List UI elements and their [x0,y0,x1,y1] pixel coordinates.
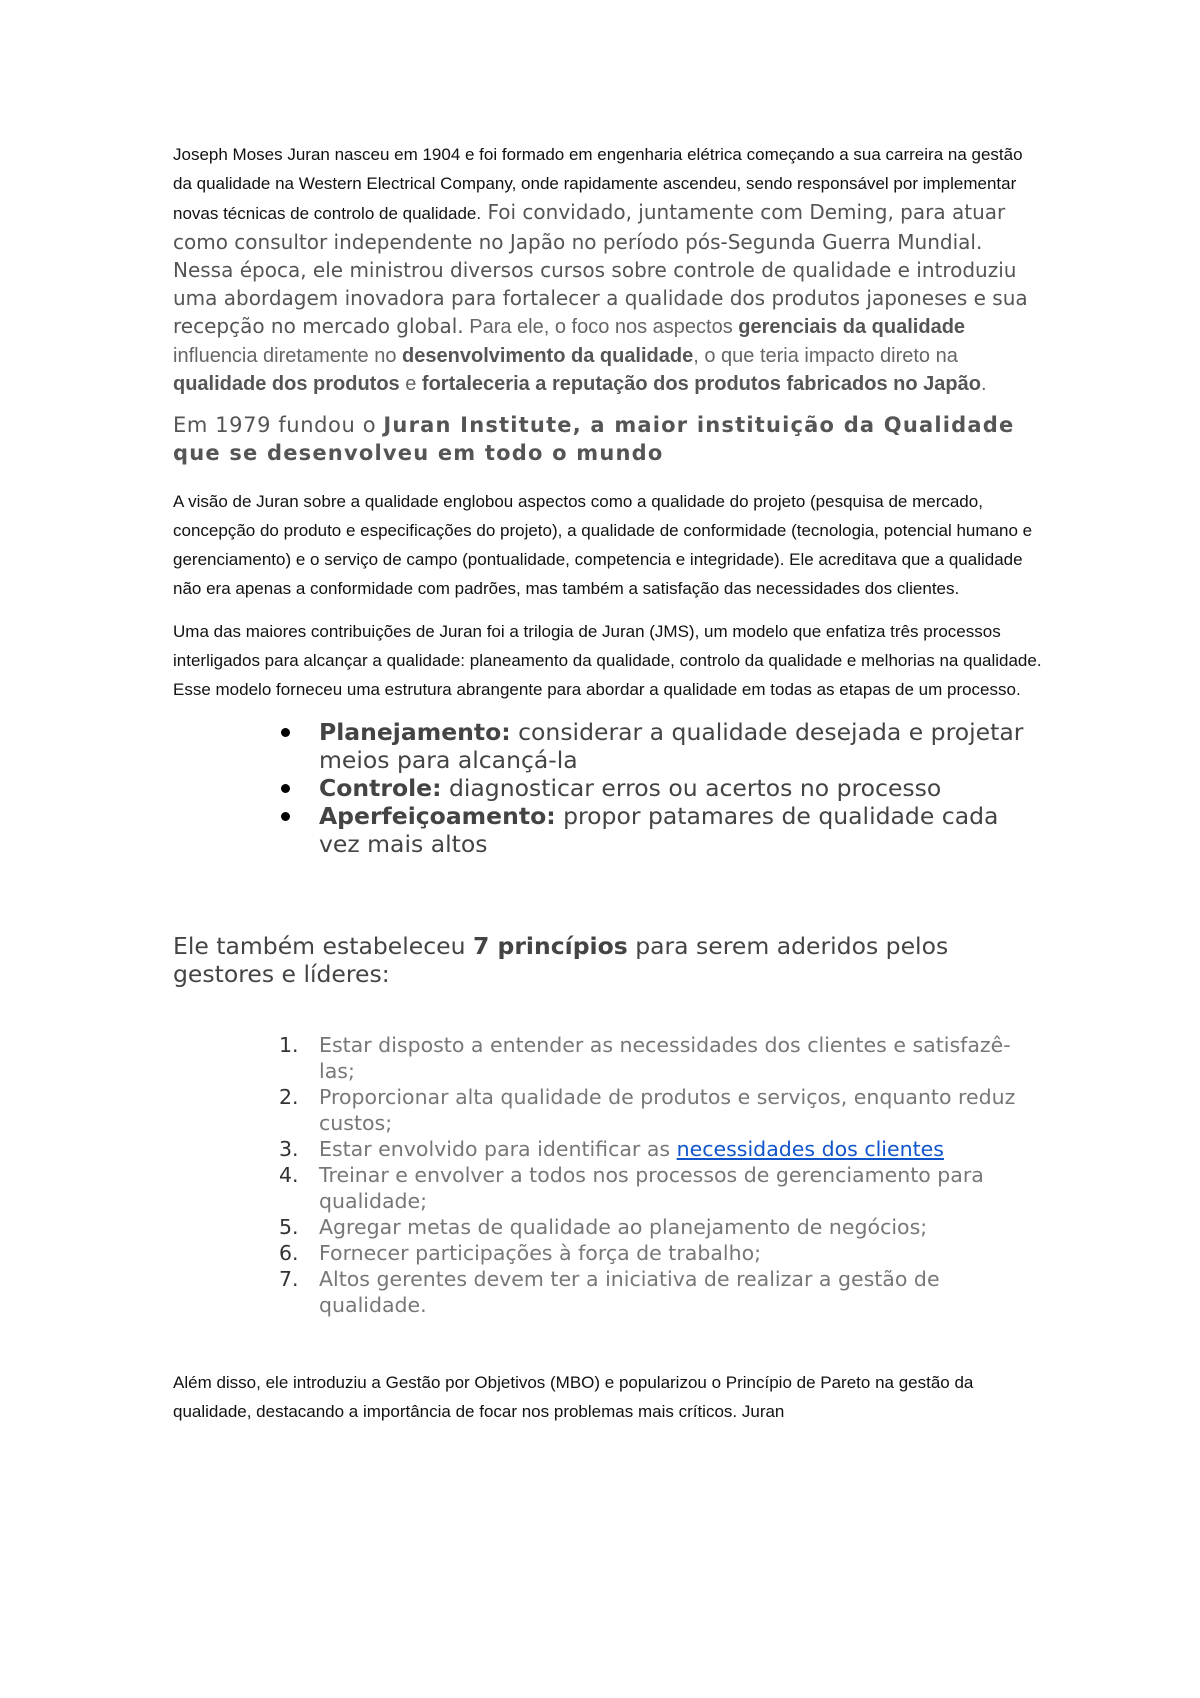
trilogy-list [173,718,1043,858]
list-item [279,1266,1043,1318]
list-text: Treinar e envolver a todos nos processos de gerenciamento para qualidade; [319,1162,984,1213]
list-number: 5. [279,1214,299,1239]
bold-run: qualidade dos produtos [173,373,400,395]
list-item [319,802,1043,858]
principles-list [173,1032,1043,1318]
list-text: diagnosticar erros ou acertos no processo [441,773,942,802]
list-item [279,1214,1043,1240]
bullet-icon [281,812,290,821]
list-text: Estar disposto a entender as necessidades dos clientes e satisfazê-las; [319,1032,1011,1083]
heading-pre: Ele também estabeleceu [173,931,473,960]
document-content [173,140,1043,1426]
list-item [319,774,1043,802]
list-text: Altos gerentes devem ter a iniciativa de realizar a gestão de qualidade. [319,1266,940,1317]
list-text: propor patamares de qualidade cada vez mais altos [319,801,999,858]
list-term: Planejamento: [319,717,511,746]
intro-text: Joseph Moses Juran nasceu em 1904 e foi formado em engenharia elétrica começando a sua carreira na gestão da qualidade na Western Electrical Company, onde rapidamente ascendeu, sendo responsável por implementar novas técnicas de controlo de qualidade. [173,145,1023,223]
list-item [279,1240,1043,1266]
list-number: 6. [279,1240,299,1265]
list-number: 3. [279,1136,299,1161]
list-item [279,1084,1043,1136]
text-run: influencia diretamente no [173,344,403,367]
heading-post: para serem aderidos pelos gestores e líderes: [173,931,949,988]
list-number: 7. [279,1266,299,1291]
list-term: Aperfeiçoamento: [319,801,556,830]
customer-needs-link[interactable]: necessidades dos clientes [676,1136,944,1161]
bold-run: gerenciais da qualidade [738,316,966,338]
list-text: Estar envolvido para identificar as [319,1136,677,1161]
institute-plain: Em 1979 fundou o [173,412,384,437]
list-text: Proporcionar alta qualidade de produtos e serviços, enquanto reduz custos; [319,1084,1016,1135]
bullet-icon [281,728,290,737]
text-run: Para ele, o foco nos aspectos [463,316,739,338]
bullet-icon [281,784,290,793]
text-run: , o que teria impacto direto na [693,344,958,367]
paragraph-intro [173,140,1043,399]
bold-run: desenvolvimento da qualidade [402,344,694,367]
list-item [319,718,1043,774]
list-term: Controle: [319,773,442,802]
principles-heading [173,932,1043,988]
paragraph-trilogy: Uma das maiores contribuições de Juran foi a trilogia de Juran (JMS), um modelo que enfatiza três processos interligados para alcançar a qualidade: planeamento da qualidade, controlo da qualidade e melhorias na qualidade. Esse modelo forneceu uma estrutura abrangente para abordar a qualidade em todas as etapas de um processo. [173,621,1042,699]
text-run: . [980,373,987,395]
institute-heading [173,411,1043,467]
list-text: Fornecer participações à força de trabalho; [319,1240,762,1265]
intro-deming-text: Foi convidado, juntamente com Deming, para atuar como consultor independente no Japão no período pós-Segunda Guerra Mundial. Nessa época, ele ministrou diversos cursos sobre controle de qualidade e introduziu uma abordagem inovadora para fortalecer a qualidade dos produtos japoneses e sua recepção no mercado global. [173,200,1028,338]
paragraph-vision: A visão de Juran sobre a qualidade englobou aspectos como a qualidade do projeto (pesquisa de mercado, concepção do produto e especificações do projeto), a qualidade de conformidade (tecnologia, potencial humano e gerenciamento) e o serviço de campo (pontualidade, competencia e integridade). Ele acreditava que a qualidade não era apenas a conformidade com padrões, mas também a satisfação das necessidades dos clientes. [173,491,1033,598]
bold-run: fortaleceria a reputação dos produtos fabricados no Japão [421,373,981,395]
list-item [279,1162,1043,1214]
list-text: Agregar metas de qualidade ao planejamento de negócios; [319,1214,928,1239]
list-text: considerar a qualidade desejada e projetar meios para alcançá-la [319,717,1024,774]
text-run: e [399,373,422,395]
heading-bold: 7 princípios [472,931,628,960]
institute-bold: Juran Institute, a maior instituição da Qualidade que se desenvolveu em todo o mundo [173,412,1015,465]
paragraph-mbo: Além disso, ele introduziu a Gestão por Objetivos (MBO) e popularizou o Princípio de Pareto na gestão da qualidade, destacando a importância de focar nos problemas mais críticos. Juran [173,1372,974,1421]
list-item [279,1032,1043,1084]
list-number: 1. [279,1032,299,1057]
list-number: 2. [279,1084,299,1109]
list-number: 4. [279,1162,299,1187]
list-item [279,1136,1043,1162]
